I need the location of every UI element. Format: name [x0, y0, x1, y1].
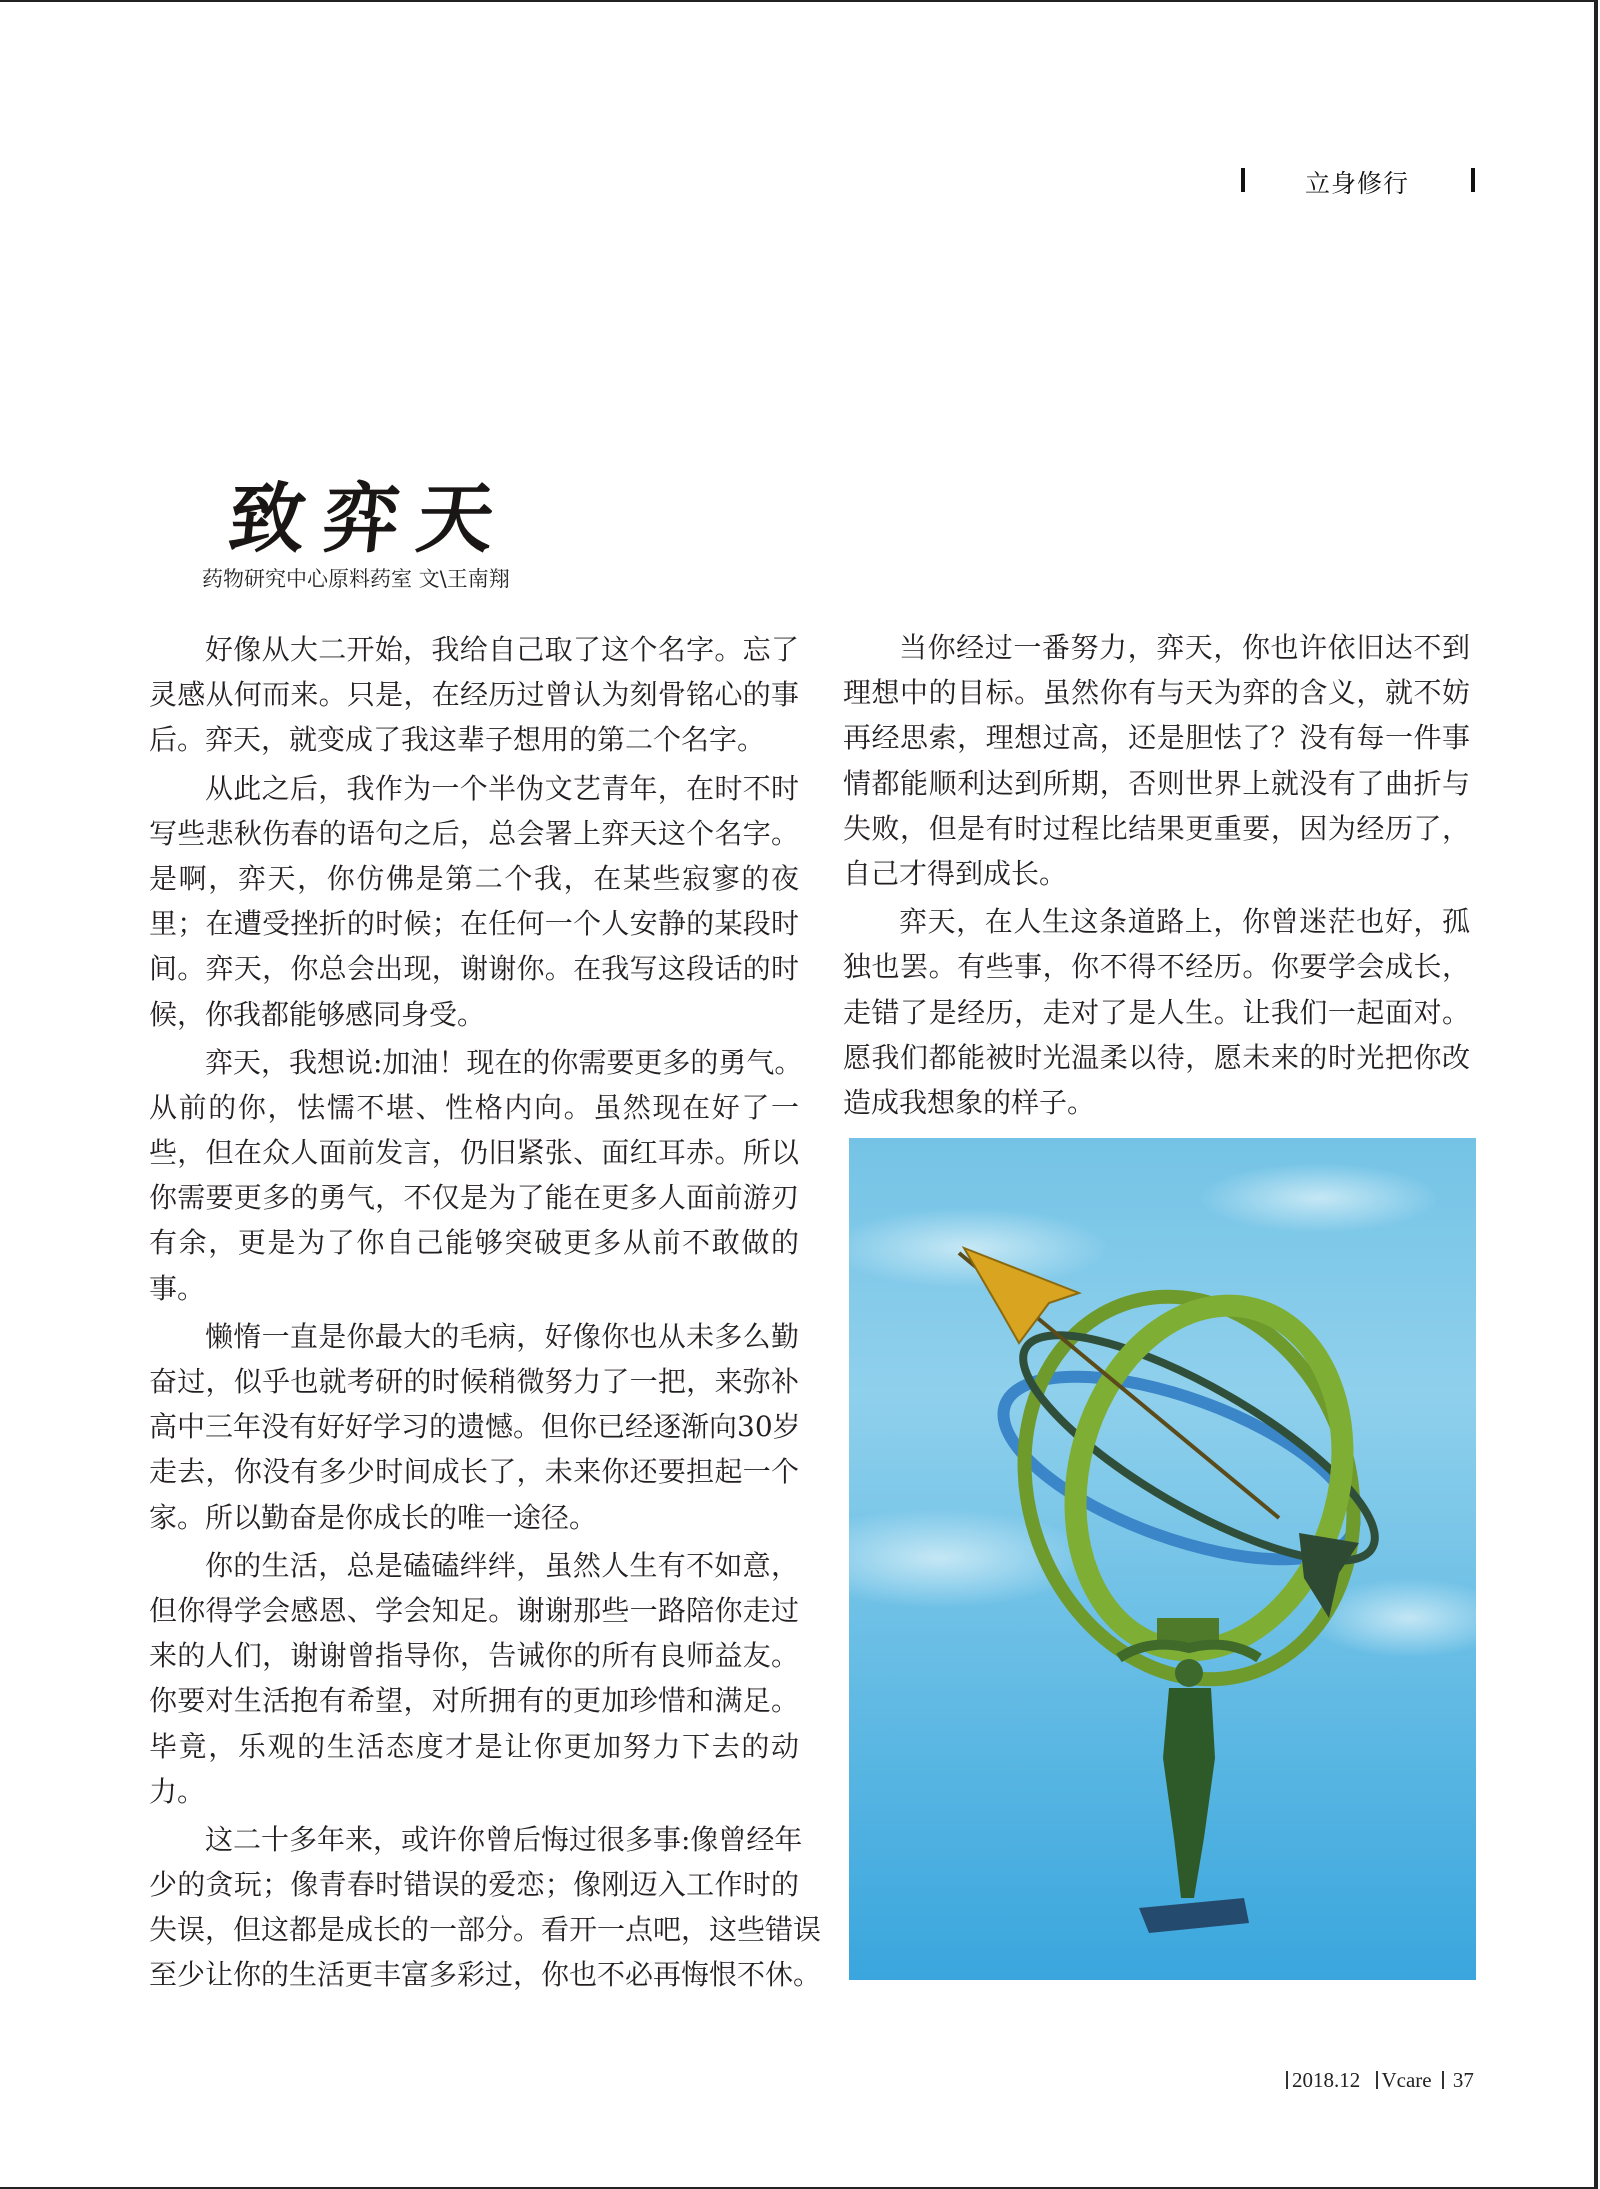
text-line: 独也罢。有些事，你不得不经历。你要学会成长， — [843, 950, 1470, 984]
right-text-column — [843, 625, 1470, 1128]
paragraph — [149, 766, 799, 1037]
footer-divider — [1376, 2071, 1378, 2089]
text-line: 事。 — [149, 1271, 206, 1305]
atlas-head — [1175, 1659, 1203, 1687]
cloud — [1199, 1163, 1439, 1233]
footer-divider — [1442, 2071, 1444, 2089]
paragraph — [149, 1543, 799, 1814]
text-line: 写些悲秋伤春的语句之后，总会署上弈天这个名字。 — [149, 816, 799, 850]
page-number: 37 — [1452, 2068, 1474, 2092]
article-title: 致弈天 — [224, 474, 517, 563]
text-line: 力。 — [149, 1774, 206, 1808]
text-line: 失误，但这都是成长的一部分。看开一点吧，这些错误 — [149, 1913, 822, 1947]
text-line: 是啊，弈天，你仿佛是第二个我，在某些寂寥的夜 — [149, 861, 799, 895]
text-line: 你需要更多的勇气，不仅是为了能在更多人面前游刃 — [149, 1181, 799, 1215]
article-byline: 药物研究中心原料药室 文\王南翔 — [202, 567, 510, 591]
paragraph — [149, 1314, 799, 1540]
text-line: 间。弈天，你总会出现，谢谢你。在我写这段话的时 — [149, 952, 799, 986]
text-line: 奋过，似乎也就考研的时候稍微努力了一把，来弥补 — [149, 1365, 799, 1398]
atlas-base — [1139, 1898, 1249, 1933]
text-line: 少的贪玩；像青春时错误的爱恋；像刚迈入工作时的 — [149, 1868, 799, 1902]
magazine-name: Vcare — [1381, 2068, 1432, 2092]
section-label: 立身修行 — [1305, 169, 1410, 198]
paragraph — [843, 625, 1470, 896]
text-line: 里；在遭受挫折的时候；在任何一个人安静的某段时 — [149, 907, 799, 941]
text-line: 愿我们都能被时光温柔以待，愿未来的时光把你改 — [843, 1040, 1470, 1074]
issue-date: 2018.12 — [1292, 2068, 1361, 2092]
left-text-column — [149, 627, 822, 2001]
atlas-body — [1163, 1688, 1215, 1898]
text-line: 些，但在众人面前发言，仍旧紧张、面红耳赤。所以 — [149, 1136, 799, 1170]
cloud — [849, 1208, 1109, 1288]
text-line: 理想中的目标。虽然你有与天为弈的含义，就不妨 — [843, 676, 1470, 710]
page-footer — [1280, 2068, 1478, 2093]
paragraph — [149, 1817, 822, 1998]
text-line: 情都能顺利达到所期，否则世界上就没有了曲折与 — [843, 766, 1470, 800]
text-line: 这二十多年来，或许你曾后悔过很多事:像曾经年 — [205, 1822, 803, 1856]
text-line: 弈天，在人生这条道路上，你曾迷茫也好，孤 — [899, 905, 1470, 939]
text-line: 好像从大二开始，我给自己取了这个名字。忘了 — [205, 633, 799, 666]
text-line: 你要对生活抱有希望，对所拥有的更加珍惜和满足。 — [149, 1684, 799, 1718]
armillary-sphere-photo — [849, 1138, 1476, 1980]
header-divider-left — [1241, 168, 1245, 192]
footer-divider — [1286, 2071, 1288, 2089]
text-line: 弈天，我想说:加油！现在的你需要更多的勇气。 — [205, 1045, 803, 1079]
text-line: 从此之后，我作为一个半伪文艺青年，在时不时 — [205, 771, 799, 805]
text-line: 毕竟，乐观的生活态度才是让你更加努力下去的动 — [149, 1729, 799, 1763]
text-line: 至少让你的生活更丰富多彩过，你也不必再悔恨不休。 — [149, 1958, 822, 1992]
text-line: 家。所以勤奋是你成长的唯一途径。 — [149, 1500, 598, 1534]
text-line: 走去，你没有多少时间成长了，未来你还要担起一个 — [149, 1455, 799, 1489]
paragraph — [149, 627, 799, 763]
text-line: 后。弈天，就变成了我这辈子想用的第二个名字。 — [149, 723, 766, 757]
text-line: 候，你我都能够感同身受。 — [149, 997, 486, 1031]
text-line: 高中三年没有好好学习的遗憾。但你已经逐渐向30岁 — [149, 1410, 801, 1444]
paragraph — [843, 899, 1470, 1125]
text-line: 自己才得到成长。 — [843, 856, 1068, 890]
text-line: 当你经过一番努力，弈天，你也许依旧达不到 — [899, 631, 1470, 664]
armillary-sphere-illustration — [849, 1138, 1476, 1980]
cloud — [849, 1508, 1089, 1608]
text-line: 再经思索，理想过高，还是胆怯了？没有每一件事 — [843, 721, 1470, 755]
text-line: 但你得学会感恩、学会知足。谢谢那些一路陪你走过 — [149, 1593, 799, 1627]
text-line: 从前的你，怯懦不堪、性格内向。虽然现在好了一 — [149, 1090, 799, 1124]
text-line: 有余，更是为了你自己能够突破更多从前不敢做的 — [149, 1226, 799, 1260]
paragraph — [149, 1040, 803, 1311]
text-line: 走错了是经历，走对了是人生。让我们一起面对。 — [843, 995, 1470, 1029]
text-line: 灵感从何而来。只是，在经历过曾认为刻骨铭心的事 — [149, 678, 799, 712]
header-divider-right — [1471, 168, 1475, 192]
text-line: 来的人们，谢谢曾指导你，告诫你的所有良师益友。 — [149, 1639, 799, 1673]
text-line: 失败，但是有时过程比结果更重要，因为经历了， — [843, 811, 1470, 845]
text-line: 懒惰一直是你最大的毛病，好像你也从未多么勤 — [205, 1319, 799, 1353]
text-line: 造成我想象的样子。 — [843, 1085, 1096, 1119]
text-line: 你的生活，总是磕磕绊绊，虽然人生有不如意， — [205, 1548, 799, 1582]
